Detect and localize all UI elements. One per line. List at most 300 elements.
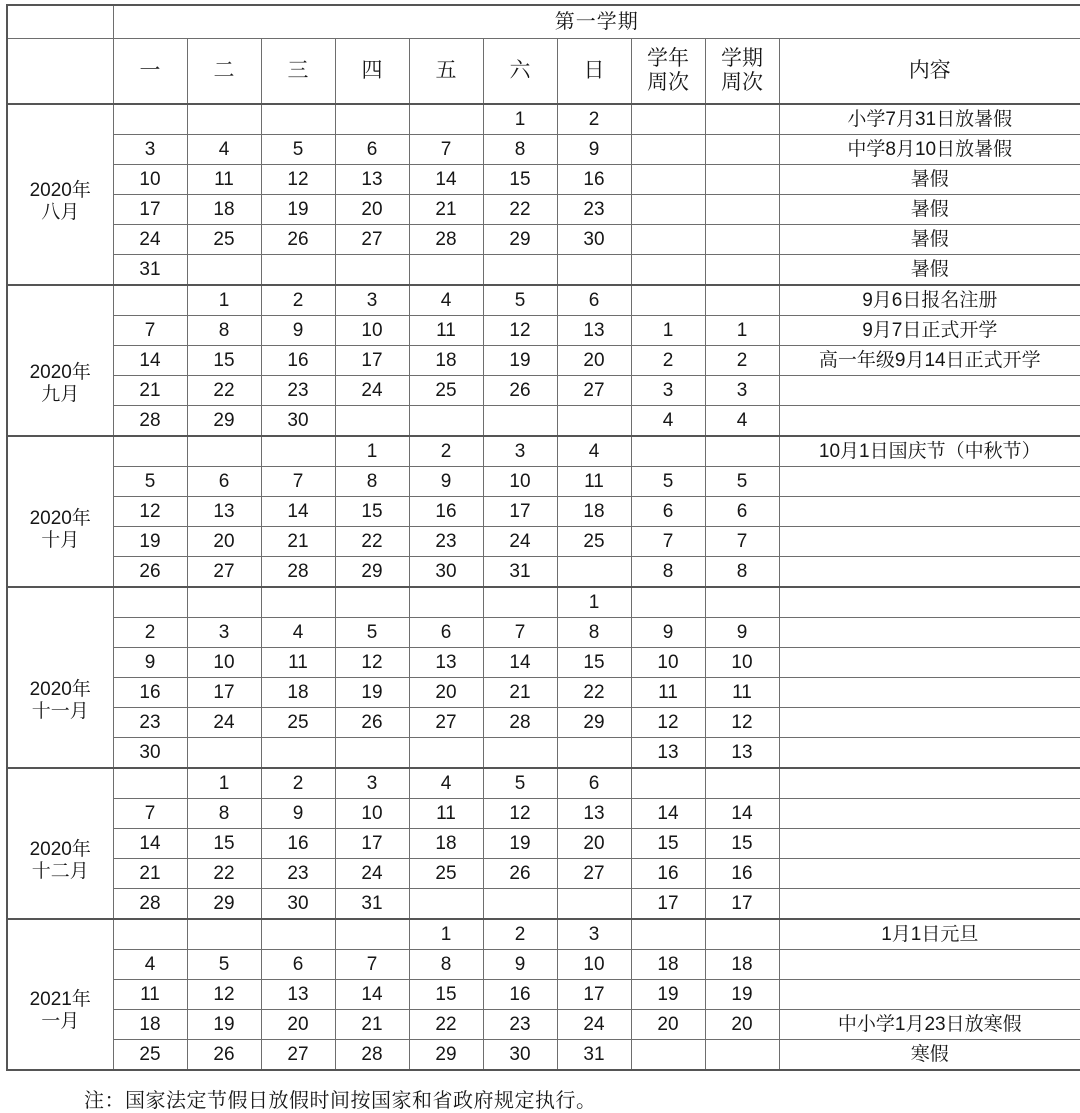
calendar-week-row — [7, 285, 1080, 316]
academic-week-cell: 11 — [631, 678, 705, 708]
day-cell-thu: 7 — [335, 950, 409, 980]
day-cell-thu: 6 — [335, 135, 409, 165]
calendar-week-row — [7, 618, 1080, 648]
content-note-cell — [779, 950, 1080, 980]
day-cell-sat: 1 — [483, 104, 557, 135]
day-cell-thu: 13 — [335, 165, 409, 195]
day-cell-sat: 29 — [483, 225, 557, 255]
day-cell-sun: 27 — [557, 859, 631, 889]
academic-week-cell — [631, 225, 705, 255]
day-cell-mon — [113, 285, 187, 316]
day-cell-fri: 13 — [409, 648, 483, 678]
day-cell-mon: 19 — [113, 527, 187, 557]
content-note-cell — [779, 678, 1080, 708]
day-cell-mon: 14 — [113, 829, 187, 859]
day-cell-sat: 14 — [483, 648, 557, 678]
school-calendar-table — [6, 4, 1080, 1071]
day-cell-thu: 15 — [335, 497, 409, 527]
day-cell-mon: 25 — [113, 1040, 187, 1071]
day-cell-sun — [557, 889, 631, 920]
semester-title: 第一学期 — [113, 5, 1080, 39]
content-note-cell — [779, 527, 1080, 557]
academic-week-cell: 7 — [631, 527, 705, 557]
day-cell-sat: 7 — [483, 618, 557, 648]
day-cell-thu: 3 — [335, 285, 409, 316]
month-label-year: 2020年 — [29, 507, 91, 529]
day-cell-thu: 17 — [335, 346, 409, 376]
day-cell-mon: 28 — [113, 889, 187, 920]
content-note-cell — [779, 708, 1080, 738]
day-cell-sat: 9 — [483, 950, 557, 980]
day-cell-wed: 5 — [261, 135, 335, 165]
semester-week-cell: 13 — [705, 738, 779, 769]
day-cell-fri: 23 — [409, 527, 483, 557]
day-cell-wed: 2 — [261, 768, 335, 799]
academic-week-cell: 15 — [631, 829, 705, 859]
content-note-cell — [779, 618, 1080, 648]
day-cell-sat: 2 — [483, 919, 557, 950]
semester-week-cell: 17 — [705, 889, 779, 920]
academic-week-cell — [631, 104, 705, 135]
day-cell-sat: 5 — [483, 768, 557, 799]
academic-week-cell: 18 — [631, 950, 705, 980]
day-cell-mon — [113, 436, 187, 467]
day-cell-tue: 1 — [187, 285, 261, 316]
day-cell-wed: 12 — [261, 165, 335, 195]
academic-week-cell — [631, 436, 705, 467]
day-cell-fri: 21 — [409, 195, 483, 225]
day-cell-fri: 14 — [409, 165, 483, 195]
month-label-dec — [7, 768, 113, 919]
content-note-cell: 9月6日报名注册 — [779, 285, 1080, 316]
day-cell-sun: 18 — [557, 497, 631, 527]
calendar-week-row — [7, 255, 1080, 286]
day-cell-mon — [113, 104, 187, 135]
day-cell-mon: 2 — [113, 618, 187, 648]
content-note-cell — [779, 799, 1080, 829]
content-header: 内容 — [779, 39, 1080, 105]
day-cell-sat: 12 — [483, 799, 557, 829]
day-cell-mon: 28 — [113, 406, 187, 437]
semester-week-cell: 2 — [705, 346, 779, 376]
day-cell-tue: 10 — [187, 648, 261, 678]
day-cell-tue — [187, 919, 261, 950]
calendar-week-row — [7, 527, 1080, 557]
content-note-cell: 小学7月31日放暑假 — [779, 104, 1080, 135]
day-cell-sat: 10 — [483, 467, 557, 497]
day-cell-mon: 7 — [113, 799, 187, 829]
calendar-week-row — [7, 799, 1080, 829]
day-cell-fri: 28 — [409, 225, 483, 255]
day-cell-mon: 30 — [113, 738, 187, 769]
month-label-year: 2020年 — [29, 361, 91, 383]
calendar-week-row — [7, 889, 1080, 920]
day-cell-tue: 8 — [187, 316, 261, 346]
calendar-week-row — [7, 436, 1080, 467]
month-label-year: 2021年 — [29, 988, 91, 1010]
day-cell-mon: 9 — [113, 648, 187, 678]
academic-week-cell: 13 — [631, 738, 705, 769]
academic-week-cell: 4 — [631, 406, 705, 437]
content-note-cell: 中小学1月23日放寒假 — [779, 1010, 1080, 1040]
calendar-week-row — [7, 135, 1080, 165]
weekday-header-wed: 三 — [261, 39, 335, 105]
academic-week-cell: 10 — [631, 648, 705, 678]
calendar-week-row — [7, 587, 1080, 618]
day-cell-fri: 2 — [409, 436, 483, 467]
month-label-month: 十二月 — [31, 860, 89, 882]
day-cell-sat: 30 — [483, 1040, 557, 1071]
semester-week-cell — [705, 587, 779, 618]
content-note-cell: 中学8月10日放暑假 — [779, 135, 1080, 165]
day-cell-tue: 8 — [187, 799, 261, 829]
day-cell-fri — [409, 587, 483, 618]
semester-week-cell: 18 — [705, 950, 779, 980]
content-note-cell: 暑假 — [779, 255, 1080, 286]
semester-week-cell — [705, 1040, 779, 1071]
day-cell-wed — [261, 255, 335, 286]
day-cell-fri: 18 — [409, 346, 483, 376]
weekday-header-thu: 四 — [335, 39, 409, 105]
day-cell-mon: 21 — [113, 376, 187, 406]
content-note-cell — [779, 980, 1080, 1010]
calendar-week-row — [7, 497, 1080, 527]
month-label-month: 十月 — [41, 529, 80, 551]
day-cell-sun: 2 — [557, 104, 631, 135]
day-cell-thu: 20 — [335, 195, 409, 225]
day-cell-sun: 27 — [557, 376, 631, 406]
day-cell-sun: 17 — [557, 980, 631, 1010]
content-note-cell — [779, 889, 1080, 920]
weekday-header-mon: 一 — [113, 39, 187, 105]
semester-title-row — [7, 5, 1080, 39]
content-note-cell — [779, 738, 1080, 769]
academic-week-cell: 9 — [631, 618, 705, 648]
day-cell-thu: 21 — [335, 1010, 409, 1040]
month-column-header — [7, 39, 113, 105]
day-cell-sat — [483, 406, 557, 437]
day-cell-sun — [557, 557, 631, 588]
day-cell-mon: 12 — [113, 497, 187, 527]
day-cell-wed — [261, 738, 335, 769]
day-cell-sat — [483, 587, 557, 618]
day-cell-sun: 13 — [557, 799, 631, 829]
day-cell-fri — [409, 255, 483, 286]
day-cell-sun: 23 — [557, 195, 631, 225]
semester-week-cell: 19 — [705, 980, 779, 1010]
month-label-month: 九月 — [41, 383, 80, 405]
academic-week-cell: 5 — [631, 467, 705, 497]
day-cell-wed: 23 — [261, 376, 335, 406]
day-cell-fri: 11 — [409, 316, 483, 346]
day-cell-tue: 12 — [187, 980, 261, 1010]
content-note-cell — [779, 376, 1080, 406]
day-cell-mon — [113, 768, 187, 799]
academic-week-cell: 8 — [631, 557, 705, 588]
calendar-week-row — [7, 980, 1080, 1010]
content-note-cell: 暑假 — [779, 225, 1080, 255]
day-cell-tue: 20 — [187, 527, 261, 557]
academic-week-cell — [631, 919, 705, 950]
weekday-header-tue: 二 — [187, 39, 261, 105]
academic-week-header-line1: 学年 — [647, 46, 689, 70]
day-cell-fri: 7 — [409, 135, 483, 165]
calendar-week-row — [7, 648, 1080, 678]
day-cell-fri — [409, 889, 483, 920]
semester-week-cell: 10 — [705, 648, 779, 678]
day-cell-sun: 29 — [557, 708, 631, 738]
month-label-sep — [7, 285, 113, 436]
academic-week-cell — [631, 135, 705, 165]
day-cell-sat: 16 — [483, 980, 557, 1010]
semester-week-header-line1: 学期 — [721, 46, 763, 70]
day-cell-sat: 31 — [483, 557, 557, 588]
day-cell-tue: 19 — [187, 1010, 261, 1040]
day-cell-sun: 20 — [557, 346, 631, 376]
day-cell-sun — [557, 255, 631, 286]
content-note-cell — [779, 859, 1080, 889]
day-cell-fri: 16 — [409, 497, 483, 527]
day-cell-thu: 26 — [335, 708, 409, 738]
day-cell-mon: 31 — [113, 255, 187, 286]
calendar-week-row — [7, 467, 1080, 497]
day-cell-sat: 12 — [483, 316, 557, 346]
calendar-week-row — [7, 708, 1080, 738]
day-cell-thu: 14 — [335, 980, 409, 1010]
day-cell-sat: 3 — [483, 436, 557, 467]
semester-week-cell — [705, 436, 779, 467]
day-cell-sat: 24 — [483, 527, 557, 557]
day-cell-sun: 25 — [557, 527, 631, 557]
semester-week-cell: 7 — [705, 527, 779, 557]
day-cell-sun: 24 — [557, 1010, 631, 1040]
calendar-body — [7, 104, 1080, 1070]
month-label-year: 2020年 — [29, 179, 91, 201]
day-cell-wed: 16 — [261, 829, 335, 859]
calendar-week-row — [7, 406, 1080, 437]
footer-note: 注：国家法定节假日放假时间按国家和省政府规定执行。 — [84, 1090, 597, 1112]
day-cell-tue: 25 — [187, 225, 261, 255]
content-note-cell: 高一年级9月14日正式开学 — [779, 346, 1080, 376]
day-cell-tue: 13 — [187, 497, 261, 527]
day-cell-thu — [335, 104, 409, 135]
calendar-week-row — [7, 165, 1080, 195]
day-cell-thu: 12 — [335, 648, 409, 678]
day-cell-tue: 29 — [187, 889, 261, 920]
academic-week-cell — [631, 195, 705, 225]
day-cell-tue: 26 — [187, 1040, 261, 1071]
day-cell-sat: 23 — [483, 1010, 557, 1040]
calendar-week-row — [7, 919, 1080, 950]
day-cell-sun: 20 — [557, 829, 631, 859]
day-cell-thu: 22 — [335, 527, 409, 557]
day-cell-thu — [335, 406, 409, 437]
calendar-week-row — [7, 346, 1080, 376]
academic-week-cell — [631, 768, 705, 799]
semester-week-cell — [705, 768, 779, 799]
day-cell-sun: 13 — [557, 316, 631, 346]
day-cell-tue: 5 — [187, 950, 261, 980]
day-cell-wed: 4 — [261, 618, 335, 648]
day-cell-sun: 30 — [557, 225, 631, 255]
semester-week-cell — [705, 919, 779, 950]
day-cell-tue: 18 — [187, 195, 261, 225]
day-cell-sun: 9 — [557, 135, 631, 165]
day-cell-sun: 16 — [557, 165, 631, 195]
day-cell-tue: 27 — [187, 557, 261, 588]
content-note-cell: 寒假 — [779, 1040, 1080, 1071]
day-cell-fri: 4 — [409, 285, 483, 316]
day-cell-wed — [261, 104, 335, 135]
day-cell-thu: 28 — [335, 1040, 409, 1071]
day-cell-tue — [187, 738, 261, 769]
day-cell-sun: 31 — [557, 1040, 631, 1071]
calendar-week-row — [7, 557, 1080, 588]
calendar-week-row — [7, 316, 1080, 346]
day-cell-wed: 25 — [261, 708, 335, 738]
day-cell-sat: 26 — [483, 859, 557, 889]
academic-week-cell — [631, 165, 705, 195]
day-cell-thu — [335, 738, 409, 769]
academic-week-cell: 3 — [631, 376, 705, 406]
academic-week-cell: 12 — [631, 708, 705, 738]
weekday-header-sun: 日 — [557, 39, 631, 105]
calendar-week-row — [7, 859, 1080, 889]
day-cell-fri: 25 — [409, 376, 483, 406]
day-cell-tue: 17 — [187, 678, 261, 708]
day-cell-thu: 5 — [335, 618, 409, 648]
content-note-cell — [779, 829, 1080, 859]
day-cell-thu: 19 — [335, 678, 409, 708]
calendar-week-row — [7, 225, 1080, 255]
semester-week-cell: 1 — [705, 316, 779, 346]
calendar-week-row — [7, 829, 1080, 859]
semester-week-cell: 8 — [705, 557, 779, 588]
day-cell-mon: 10 — [113, 165, 187, 195]
academic-week-cell: 1 — [631, 316, 705, 346]
semester-week-cell: 15 — [705, 829, 779, 859]
day-cell-thu — [335, 919, 409, 950]
calendar-week-row — [7, 950, 1080, 980]
day-cell-sun: 8 — [557, 618, 631, 648]
day-cell-wed — [261, 436, 335, 467]
day-cell-tue: 22 — [187, 859, 261, 889]
day-cell-sun — [557, 406, 631, 437]
day-cell-fri: 4 — [409, 768, 483, 799]
day-cell-wed: 2 — [261, 285, 335, 316]
day-cell-tue: 1 — [187, 768, 261, 799]
academic-week-cell: 2 — [631, 346, 705, 376]
calendar-week-row — [7, 768, 1080, 799]
day-cell-mon: 21 — [113, 859, 187, 889]
semester-week-cell: 5 — [705, 467, 779, 497]
content-note-cell — [779, 648, 1080, 678]
day-cell-sat: 26 — [483, 376, 557, 406]
weekday-header-fri: 五 — [409, 39, 483, 105]
day-cell-thu: 31 — [335, 889, 409, 920]
semester-week-cell: 12 — [705, 708, 779, 738]
semester-week-cell — [705, 195, 779, 225]
academic-week-cell: 17 — [631, 889, 705, 920]
month-label-jan — [7, 919, 113, 1070]
day-cell-thu: 8 — [335, 467, 409, 497]
day-cell-sun — [557, 738, 631, 769]
month-label-nov — [7, 587, 113, 768]
academic-week-cell — [631, 587, 705, 618]
month-label-month: 一月 — [41, 1010, 80, 1032]
academic-week-cell: 19 — [631, 980, 705, 1010]
day-cell-mon — [113, 919, 187, 950]
day-cell-mon: 24 — [113, 225, 187, 255]
semester-week-cell — [705, 104, 779, 135]
day-cell-sat: 5 — [483, 285, 557, 316]
day-cell-fri — [409, 406, 483, 437]
day-cell-wed: 26 — [261, 225, 335, 255]
day-cell-tue — [187, 587, 261, 618]
day-cell-fri — [409, 738, 483, 769]
day-cell-mon: 4 — [113, 950, 187, 980]
day-cell-tue: 11 — [187, 165, 261, 195]
day-cell-sun: 6 — [557, 285, 631, 316]
calendar-week-row — [7, 376, 1080, 406]
day-cell-sat: 22 — [483, 195, 557, 225]
day-cell-fri: 6 — [409, 618, 483, 648]
day-cell-wed: 21 — [261, 527, 335, 557]
day-cell-wed: 11 — [261, 648, 335, 678]
day-cell-sun: 1 — [557, 587, 631, 618]
day-cell-sat — [483, 255, 557, 286]
day-cell-fri — [409, 104, 483, 135]
day-cell-sat: 15 — [483, 165, 557, 195]
semester-week-cell — [705, 165, 779, 195]
day-cell-wed — [261, 919, 335, 950]
semester-week-header-line2: 周次 — [721, 71, 763, 94]
day-cell-wed: 30 — [261, 406, 335, 437]
day-cell-thu: 10 — [335, 316, 409, 346]
day-cell-wed: 14 — [261, 497, 335, 527]
day-cell-wed: 9 — [261, 799, 335, 829]
calendar-week-row — [7, 738, 1080, 769]
semester-week-cell — [705, 135, 779, 165]
content-note-cell: 9月7日正式开学 — [779, 316, 1080, 346]
day-cell-wed — [261, 587, 335, 618]
day-cell-sat: 28 — [483, 708, 557, 738]
day-cell-tue: 15 — [187, 829, 261, 859]
day-cell-fri: 1 — [409, 919, 483, 950]
day-cell-fri: 30 — [409, 557, 483, 588]
day-cell-wed: 6 — [261, 950, 335, 980]
semester-week-cell — [705, 225, 779, 255]
content-note-cell — [779, 406, 1080, 437]
day-cell-thu: 29 — [335, 557, 409, 588]
calendar-week-row — [7, 678, 1080, 708]
day-cell-wed: 30 — [261, 889, 335, 920]
day-cell-mon: 7 — [113, 316, 187, 346]
semester-week-cell: 3 — [705, 376, 779, 406]
day-cell-fri: 27 — [409, 708, 483, 738]
day-cell-sun: 11 — [557, 467, 631, 497]
day-cell-sat — [483, 889, 557, 920]
day-cell-wed: 16 — [261, 346, 335, 376]
day-cell-tue — [187, 255, 261, 286]
day-cell-tue: 15 — [187, 346, 261, 376]
day-cell-thu: 10 — [335, 799, 409, 829]
calendar-week-row — [7, 195, 1080, 225]
content-note-cell — [779, 768, 1080, 799]
academic-week-cell — [631, 285, 705, 316]
day-cell-mon: 18 — [113, 1010, 187, 1040]
day-cell-sat: 19 — [483, 829, 557, 859]
